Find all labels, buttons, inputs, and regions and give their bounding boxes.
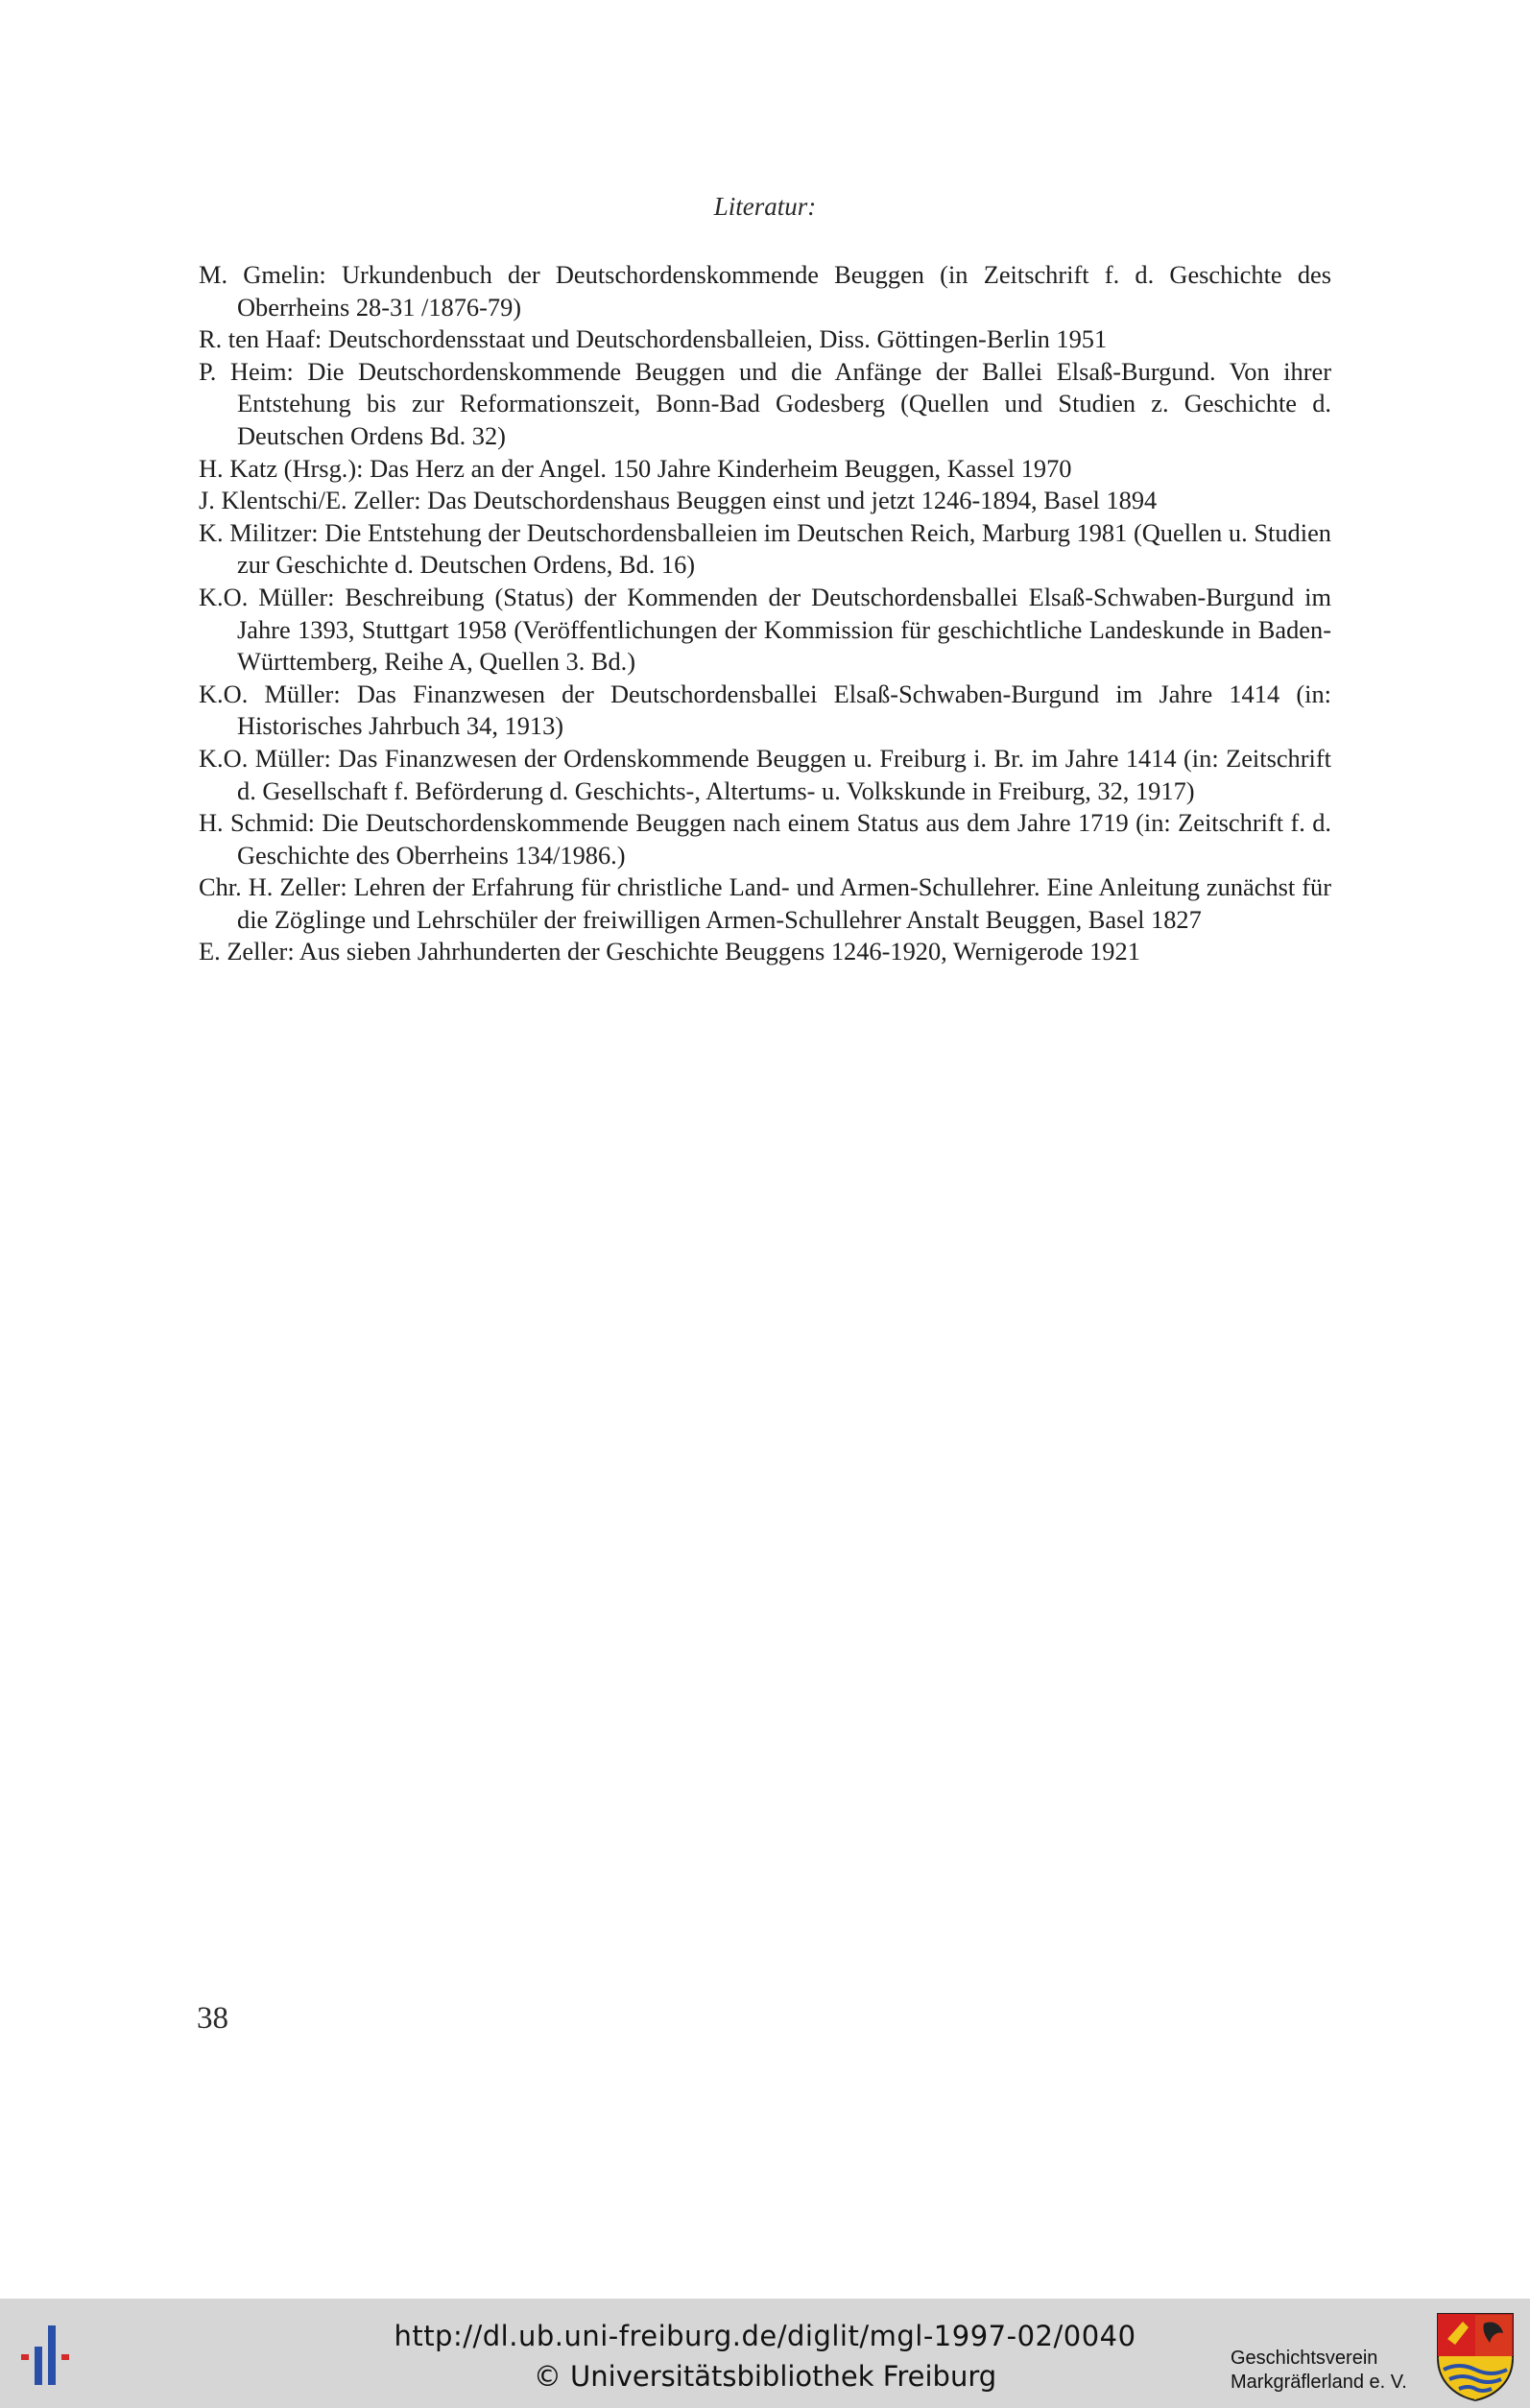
reference-item: Chr. H. Zeller: Lehren der Erfahrung für christliche Land- und Armen-Schullehrer. Eine Anleitung zunächst für die Zöglinge und Lehrschüler der freiwilligen Armen-Schullehrer Anstalt Beuggen, Basel 1827 bbox=[199, 872, 1331, 934]
copyright-notice: © Universitätsbibliothek Freiburg bbox=[533, 2360, 997, 2393]
document-url-link[interactable]: http://dl.ub.uni-freiburg.de/diglit/mgl-1997-02/0040 bbox=[394, 2320, 1136, 2352]
reference-item: K. Militzer: Die Entstehung der Deutschordensballeien im Deutschen Reich, Marburg 1981 (Quellen u. Studien zur Geschichte d. Deutschen Ordens, Bd. 16) bbox=[199, 517, 1331, 580]
society-line-1: Geschichtsverein bbox=[1231, 2348, 1378, 2369]
society-line-2: Markgräflerland e. V. bbox=[1231, 2372, 1407, 2393]
reference-item: R. ten Haaf: Deutschordensstaat und Deutschordensballeien, Diss. Göttingen-Berlin 1951 bbox=[199, 324, 1108, 354]
section-heading: Literatur: bbox=[713, 192, 817, 221]
reference-item: J. Klentschi/E. Zeller: Das Deutschordenshaus Beuggen einst und jetzt 1246-1894, Basel 1894 bbox=[199, 486, 1158, 515]
reference-list bbox=[199, 259, 1331, 968]
viewer-footer bbox=[0, 2299, 1530, 2408]
reference-item: H. Schmid: Die Deutschordenskommende Beuggen nach einem Status aus dem Jahre 1719 (in: Zeitschrift f. d. Geschichte des Oberrheins 134/1986.) bbox=[199, 808, 1331, 870]
reference-item: M. Gmelin: Urkundenbuch der Deutschordenskommende Beuggen (in Zeitschrift f. d. Geschichte des Oberrheins 28-31 /1876-79) bbox=[199, 260, 1331, 322]
reference-item: K.O. Müller: Das Finanzwesen der Ordenskommende Beuggen u. Freiburg i. Br. im Jahre 1414 (in: Zeitschrift d. Gesellschaft f. Beförderung d. Geschichts-, Altertums- u. Volkskunde in Freiburg, 32, 1917) bbox=[199, 743, 1331, 805]
society-name bbox=[1231, 2347, 1407, 2395]
reference-item: K.O. Müller: Das Finanzwesen der Deutschordensballei Elsaß-Schwaben-Burgund im Jahre 1414 (in: Historisches Jahrbuch 34, 1913) bbox=[199, 679, 1331, 741]
reference-item: H. Katz (Hrsg.): Das Herz an der Angel. 150 Jahre Kinderheim Beuggen, Kassel 1970 bbox=[199, 453, 1072, 483]
reference-item: E. Zeller: Aus sieben Jahrhunderten der Geschichte Beuggens 1246-1920, Wernigerode 1921 bbox=[199, 937, 1140, 966]
reference-item: P. Heim: Die Deutschordenskommende Beuggen und die Anfänge der Ballei Elsaß-Burgund. Von ihrer Entstehung bis zur Reformationszeit, Bonn-Bad Godesberg (Quellen und Studien z. Geschichte d. Deutschen Ordens Bd. 32) bbox=[199, 356, 1331, 450]
coat-of-arms-icon bbox=[1434, 2310, 1517, 2402]
reference-item: K.O. Müller: Beschreibung (Status) der Kommenden der Deutschordensballei Elsaß-Schwaben-Burgund im Jahre 1393, Stuttgart 1958 (Veröffentlichungen der Kommission für geschichtliche Landeskunde in Baden-Württemberg, Reihe A, Quellen 3. Bd.) bbox=[199, 582, 1331, 677]
page-number: 38 bbox=[197, 2001, 228, 2036]
